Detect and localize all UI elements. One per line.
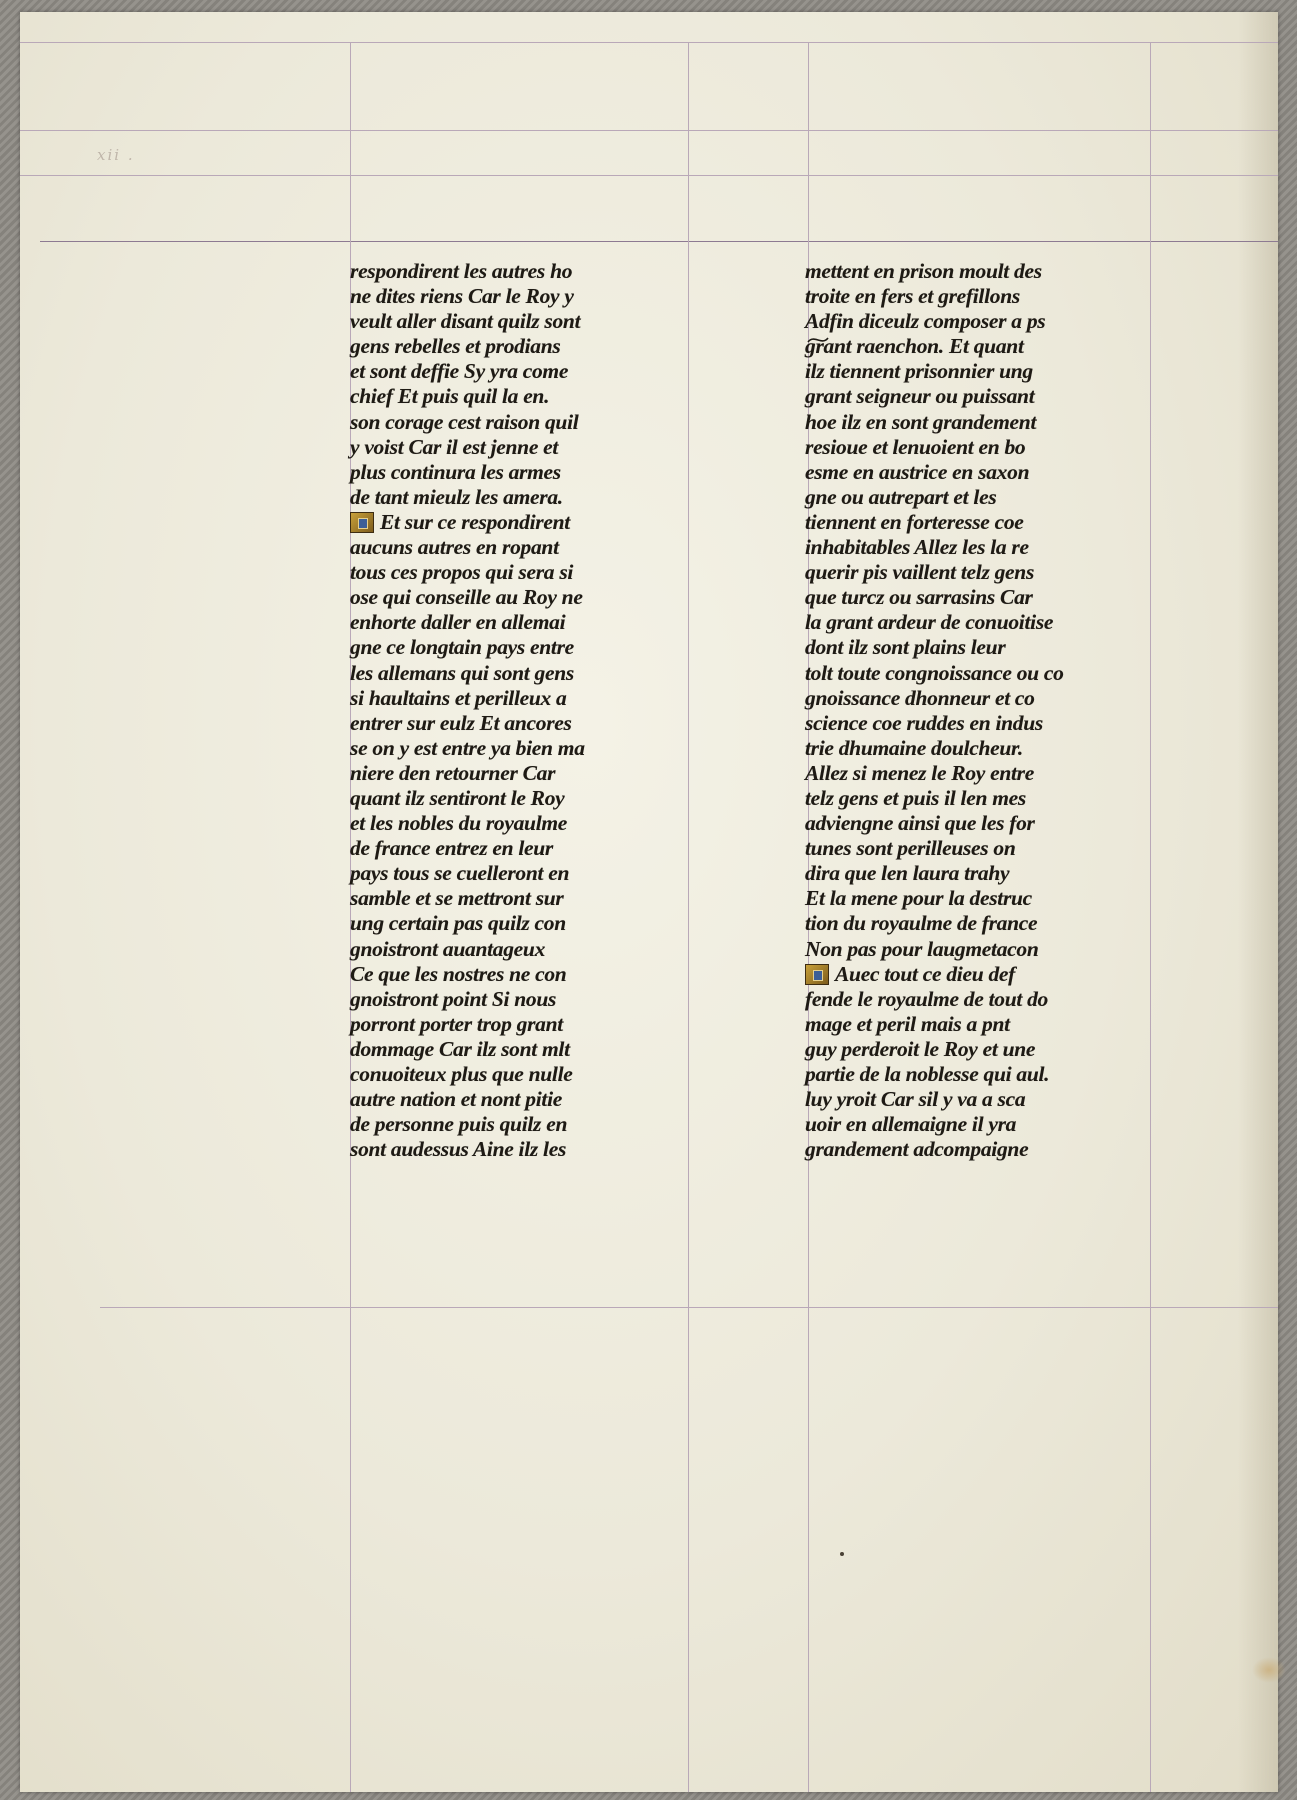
- text-line-with-initial: [805, 962, 1185, 987]
- text-line: samble et se mettront sur: [350, 886, 564, 911]
- parchment-stain: [1252, 1657, 1286, 1683]
- text-line: gne ce longtain pays entre: [350, 635, 574, 660]
- text-line: et les nobles du royaulme: [350, 811, 568, 836]
- text-line-content: Et sur ce respondirent: [380, 509, 570, 534]
- text-line: querir pis vaillent telz gens: [805, 560, 1035, 585]
- text-line: Allez si menez le Roy entre: [805, 760, 1034, 785]
- text-line: les allemans qui sont gens: [350, 660, 574, 685]
- text-column-right: [805, 259, 1185, 1162]
- text-line: autre nation et nont pitie: [350, 1087, 563, 1112]
- text-line: dont ilz sont plains leur: [805, 635, 1006, 660]
- text-line: y voist Car il est jenne et: [350, 434, 559, 459]
- text-column-left: [350, 259, 730, 1162]
- text-line: niere den retourner Car: [350, 760, 556, 785]
- text-line: conuoiteux plus que nulle: [350, 1062, 573, 1086]
- folio-number: xii .: [97, 146, 135, 164]
- text-line: de personne puis quilz en: [350, 1112, 568, 1137]
- text-line: trie dhumaine doulcheur.: [805, 735, 1024, 760]
- text-line: fende le royaulme de tout do: [805, 986, 1048, 1011]
- text-line: si haultains et perilleux a: [350, 685, 567, 710]
- text-line: troite en fers et grefillons: [805, 284, 1020, 309]
- illuminated-initial-icon: [805, 964, 829, 985]
- ruling-line-head: [40, 241, 1278, 242]
- text-line: veult aller disant quilz sont: [350, 309, 581, 334]
- text-line: la grant ardeur de conuoitise: [805, 610, 1054, 635]
- text-line: se on y est entre ya bien ma: [350, 735, 585, 760]
- text-line: hoe ilz en sont grandement: [805, 409, 1037, 434]
- text-line: tous ces propos qui sera si: [350, 560, 574, 585]
- text-line: grant raenchon. Et quant: [805, 334, 1024, 359]
- ruling-line-top: [20, 42, 1278, 43]
- text-line: ose qui conseille au Roy ne: [350, 585, 583, 610]
- text-line: ilz tiennent prisonnier ung: [805, 359, 1033, 384]
- text-line: gne ou autrepart et les: [805, 484, 997, 509]
- text-line: grant seigneur ou puissant: [805, 384, 1035, 409]
- text-line: et sont deffie Sy yra come: [350, 359, 569, 384]
- text-line: dommage Car ilz sont mlt: [350, 1036, 570, 1061]
- text-line: quant ilz sentiront le Roy: [350, 785, 565, 810]
- text-line: grandement adcompaigne: [805, 1137, 1029, 1162]
- text-line-content: Auec tout ce dieu def: [835, 961, 1015, 986]
- text-line: Non pas pour laugmetacon: [805, 936, 1039, 961]
- text-line: resioue et lenuoient en bo: [805, 434, 1026, 459]
- text-line: gnoistront point Si nous: [350, 986, 557, 1011]
- text-line: gens rebelles et prodians: [350, 334, 561, 359]
- text-line: tiennent en forteresse coe: [805, 509, 1024, 534]
- text-line: entrer sur eulz Et ancores: [350, 710, 572, 735]
- text-line: que turcz ou sarrasins Car: [805, 585, 1033, 610]
- text-line: de tant mieulz les amera.: [350, 484, 563, 509]
- text-line: gnoistront auantageux: [350, 936, 546, 961]
- text-line: pays tous se cuelleront en: [350, 861, 570, 886]
- text-line: gnoissance dhonneur et co: [805, 685, 1035, 710]
- text-line: tion du royaulme de france: [805, 911, 1038, 936]
- text-line: inhabitables Allez les la re: [805, 535, 1029, 560]
- text-line: tolt toute congnoissance ou co: [805, 660, 1064, 685]
- text-line-with-initial: [350, 510, 730, 535]
- text-line: plus continura les armes: [350, 459, 561, 484]
- text-line: ung certain pas quilz con: [350, 911, 566, 936]
- text-line: sont audessus Aine ilz les: [350, 1137, 567, 1162]
- text-line: luy yroit Car sil y va a sca: [805, 1087, 1026, 1112]
- ink-dot: [840, 1552, 844, 1556]
- illuminated-initial-icon: [350, 512, 374, 533]
- text-line: son corage cest raison quil: [350, 409, 579, 434]
- ruling-line-foot: [100, 1307, 1278, 1308]
- text-line: partie de la noblesse qui aul.: [805, 1062, 1050, 1086]
- ruling-line-upper-2: [20, 175, 1278, 176]
- text-line: chief Et puis quil la en.: [350, 384, 550, 409]
- text-line: de france entrez en leur: [350, 836, 554, 861]
- text-line: dira que len laura trahy: [805, 861, 1010, 886]
- text-line: enhorte daller en allemai: [350, 610, 566, 635]
- text-line: esme en austrice en saxon: [805, 459, 1030, 484]
- text-line: ne dites riens Car le Roy y: [350, 284, 574, 309]
- text-line: guy perderoit le Roy et une: [805, 1036, 1036, 1061]
- ruling-line-upper: [20, 130, 1278, 131]
- text-line: mettent en prison moult des: [805, 259, 1042, 283]
- text-line: Ce que les nostres ne con: [350, 961, 567, 986]
- text-line: porront porter trop grant: [350, 1011, 563, 1036]
- text-line: mage et peril mais a pnt: [805, 1011, 1010, 1036]
- text-line: Adfin diceulz composer a ps: [805, 309, 1046, 334]
- text-line: tunes sont perilleuses on: [805, 836, 1016, 861]
- page-edge-shading: [1238, 12, 1278, 1792]
- text-line: science coe ruddes en indus: [805, 710, 1043, 735]
- text-line: aucuns autres en ropant: [350, 535, 559, 560]
- text-line: Et la mene pour la destruc: [805, 886, 1032, 911]
- text-line: adviengne ainsi que les for: [805, 811, 1035, 836]
- text-line: telz gens et puis il len mes: [805, 785, 1026, 810]
- text-line: uoir en allemaigne il yra: [805, 1112, 1017, 1137]
- text-line: respondirent les autres ho: [350, 259, 573, 283]
